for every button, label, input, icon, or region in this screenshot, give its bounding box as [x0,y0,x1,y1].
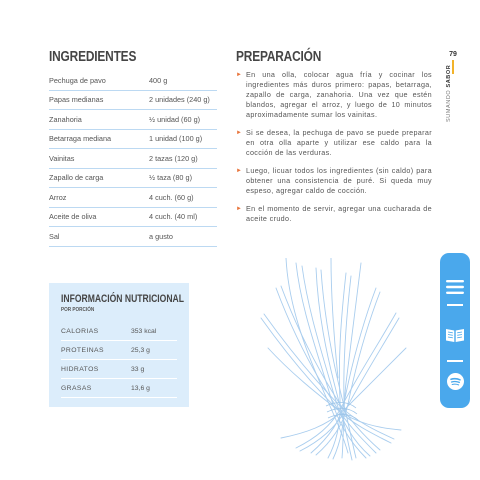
nutrition-label: GRASAS [61,384,92,392]
brand-mark [444,60,462,120]
ingredient-row [49,208,217,228]
nutrition-label: HIDRATOS [61,365,99,373]
ingredient-qty: 4 cuch. (40 ml) [149,212,198,222]
nutrition-row [61,322,177,341]
widget-divider [447,304,463,306]
step-text: Si se desea, la pechuga de pavo se puede preparar en otra olla aparte y utilizar ese caldo para la cocción de las verduras. [246,128,432,157]
ingredient-name: Sal [49,231,60,241]
ingredient-qty: 4 cuch. (60 g) [149,192,194,202]
ingredient-name: Pechuga de pavo [49,75,106,85]
preparation-heading: PREPARACIÓN [236,49,322,65]
ingredient-name: Betarraga mediana [49,134,112,144]
book-button[interactable] [440,321,470,349]
bullet-arrow-icon: ► [236,130,243,136]
ingredients-table [49,71,217,247]
ingredient-qty: 2 unidades (240 g) [149,95,210,105]
nutrition-label: CALORIAS [61,327,99,335]
preparation-step [236,70,432,120]
book-icon [445,327,465,343]
bullet-arrow-icon: ► [236,168,243,174]
nutrition-value: 13,6 g [131,384,150,392]
nutrition-row [61,341,177,360]
preparation-steps [236,70,432,232]
ingredient-row [49,169,217,189]
ingredient-row [49,130,217,150]
ingredient-qty: ½ unidad (60 g) [149,114,201,124]
step-text: En el momento de servir, agregar una cucharada de aceite crudo. [246,204,432,223]
ingredient-name: Arroz [49,192,67,202]
brand-name: SABOR [446,64,452,88]
nutrition-row [61,379,177,398]
ingredient-name: Vainitas [49,153,75,163]
nutrition-title: INFORMACIÓN NUTRICIONAL [61,293,184,305]
bullet-arrow-icon: ► [236,206,243,212]
ingredient-row [49,71,217,91]
nutrition-label: PROTEINAS [61,346,104,354]
brand-prefix: SUMANDO [446,89,452,122]
ingredient-row [49,149,217,169]
ingredient-name: Papas medianas [49,95,104,105]
menu-button[interactable] [440,273,470,301]
bullet-arrow-icon: ► [236,72,243,78]
ingredient-row [49,110,217,130]
nutrition-value: 33 g [131,365,145,373]
step-text: En una olla, colocar agua fría y cocinar los ingredientes más duros primero: papas, betarraga, zapallo de carga, zanahoria. Una vez que estén blandos, agregar el arroz, y luego de 10 minutos aproximadamente sumar los vainitas. [246,70,432,119]
ingredient-qty: ½ taza (80 g) [149,173,192,183]
ingredient-row [49,227,217,247]
brand-text [446,65,452,122]
ingredient-name: Zapallo de carga [49,173,104,183]
green-beans-illustration [256,258,416,463]
ingredient-qty: 2 tazas (120 g) [149,153,198,163]
spotify-icon [447,373,464,390]
nutrition-value: 353 kcal [131,327,157,335]
menu-icon [446,280,464,294]
nutrition-table [61,322,177,398]
ingredient-name: Zanahoria [49,114,82,124]
nutrition-subtitle: POR PORCIÓN [61,307,95,313]
nutrition-value: 25,3 g [131,346,150,354]
ingredients-heading: INGREDIENTES [49,49,137,65]
ingredient-row [49,188,217,208]
spotify-button[interactable] [440,367,470,395]
preparation-step [236,204,432,224]
preparation-step [236,166,432,196]
preparation-step [236,128,432,158]
widget-divider [447,360,463,362]
brand-accent-bar [452,60,454,74]
ingredient-qty: 400 g [149,75,168,85]
ingredient-qty: a gusto [149,231,173,241]
page-number: 79 [449,51,457,58]
ingredient-row [49,91,217,111]
ingredient-name: Aceite de oliva [49,212,97,222]
step-text: Luego, licuar todos los ingredientes (sin caldo) para obtener una consistencia de puré. Si queda muy espeso, agregar caldo de cocción. [246,166,432,195]
ingredient-qty: 1 unidad (100 g) [149,134,203,144]
nutrition-row [61,360,177,379]
sidebar-widget [440,253,470,408]
nutrition-info-box [49,283,189,407]
